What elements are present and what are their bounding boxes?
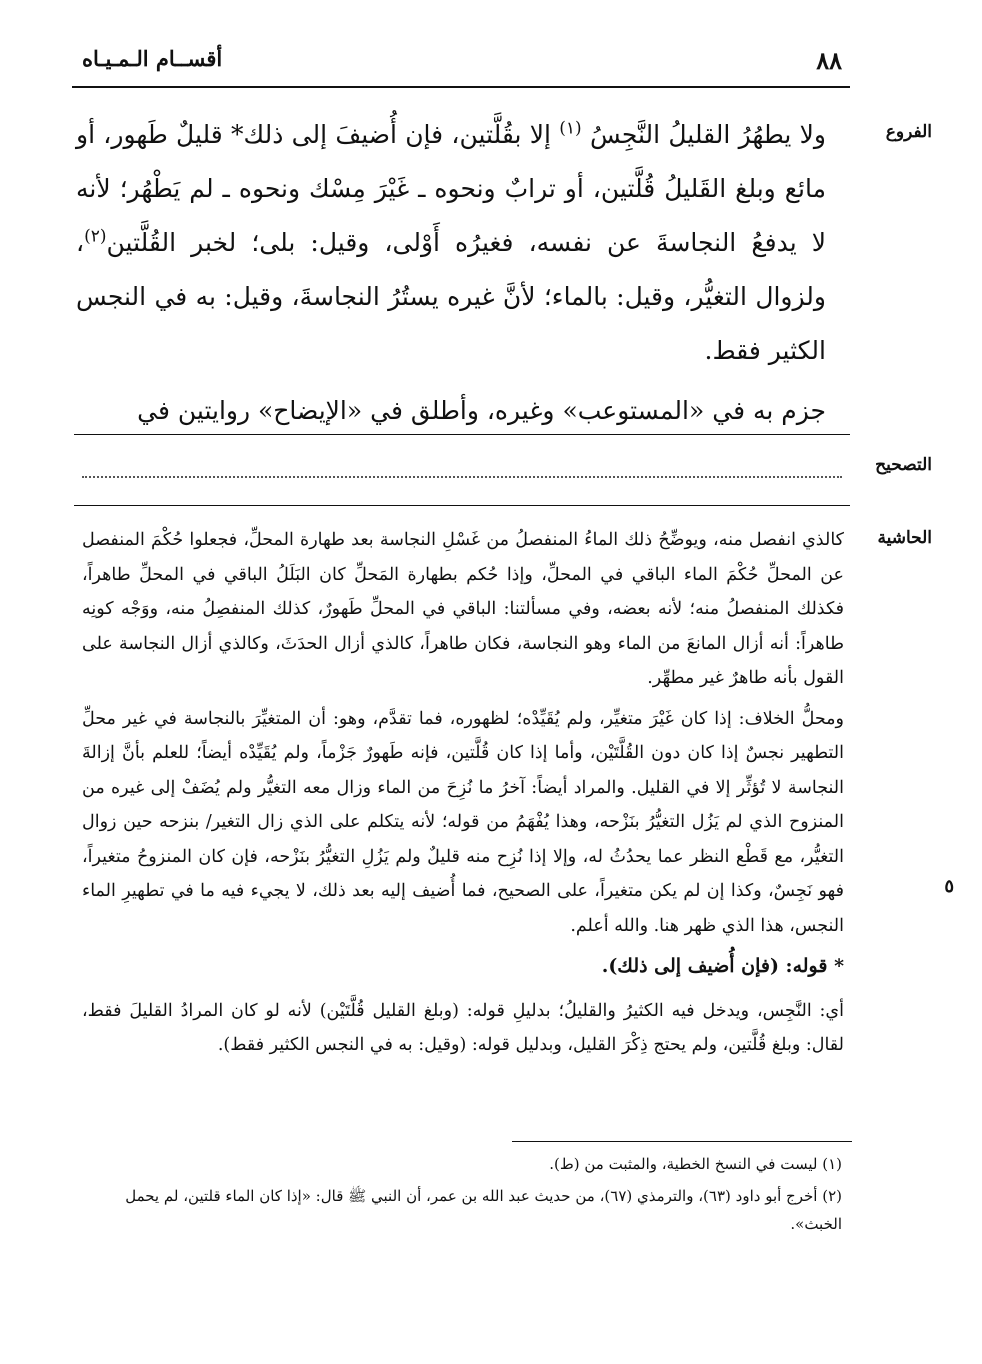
footnote-ref-2: (٢) xyxy=(84,226,107,247)
hashiya-paragraph-1: كالذي انفصل منه، ويوضِّحُ ذلك الماءُ المنفصلُ من غَسْلِ النجاسة بعد طهارة المحلِّ، فجعلوا حُكْمَ المنفصل عن المحلِّ حُكْمَ الماء الباقي في المحلِّ، وإذا حُكم بطهارة المَحلِّ كان البَلَلُ الباقي في المحلِّ طاهراً، فكذلك المنفصلُ منه؛ لأنه بعضه، وفي مسألتنا: الباقي في المحلِّ طَهورٌ، كذلك المنفصِلُ منه، ووَجْه كونِه طاهراً: أنه أزال المانعَ من الماء وهو النجاسة، فكان طاهراً، كالذي أزال الحدَثَ، وكالذي أزال النجاسة على القول بأنه طاهرٌ غير مطهِّر. xyxy=(82,530,844,688)
hashiya-text xyxy=(82,523,844,1069)
footnote-ref-1: (١) xyxy=(559,118,582,139)
main-text-b: إلا بقُلَّتين، فإن أُضيفَ إلى ذلك* قليلٌ طَهور، أو مائع وبلغ القَليلُ قُلَّتين، أو ترابٌ ونحوه ـ غَيْرَ مِسْك ونحوه ـ لم يَطْهُر؛ لأنه لا يدفعُ النجاسةَ عن نفسه، فغيرُه أَوْلى، وقيل: بلى؛ لخبر القُلَّتين xyxy=(76,120,826,257)
main-paragraph-2: جزم به في «المستوعب» وغيره، وأطلق في «الإيضاح» روايتين في xyxy=(137,396,826,425)
header-rule xyxy=(72,86,850,88)
margin-mark: ٥ xyxy=(944,876,954,897)
section-rule-2 xyxy=(74,505,850,506)
tashih-dotted-line xyxy=(82,464,842,478)
footnote-rule xyxy=(512,1141,852,1142)
running-title: أقســام الـمـيـاه xyxy=(82,46,223,71)
main-text-a: ولا يطهُرُ القليلُ النَّجِسُ xyxy=(581,120,826,149)
main-text-c: ، ولزوال التغيُّر، وقيل: بالماء؛ لأنَّ غيره يستُرُ النجاسةَ، وقيل: به في النجس الكثير فقط. xyxy=(76,228,826,365)
main-paragraph-1 xyxy=(76,108,826,378)
main-text xyxy=(76,108,826,438)
hashiya-qawl: * قوله: (فإن أُضيف إلى ذلك). xyxy=(601,955,844,977)
hashiya-paragraph-2: ومحلُّ الخلاف: إذا كان غَيْرَ متغيِّر، ولم يُقَيِّدْه؛ لظهوره، فما تقدَّم، وهو: أن المتغيِّرَ بالنجاسة في غير محلِّ التطهير نجسٌ إذا كان دون القُلَّتَيْن، وأما إذا كان قُلَّتين، فإنه طَهورٌ جَزْماً، ولم يُقَيِّدْه أيضاً؛ للعلم بأنَّ إزالةَ النجاسة لا تُؤثِّر إلا في القليل. والمراد أيضاً: آخرُ ما نُزِحَ من الماء وزال معه التغيُّر ولم يُضَفْ إلى غيره من المنزوح الذي لم يَزُل التغيُّرُ بنَزْحه، وهذا يُفْهَمُ من قوله؛ لأنه يتكلم على الذي زال التغير/ بنزحه حين زوال التغيُّر، مع قَطْع النظر عما يحدُثُ له، وإلا إذا نُزِح منه قليلٌ ولم يَزُلِ التغيُّرُ بنَزْحه، فإن كان المنزوحُ متغيراً، فهو نَجِسٌ، وكذا إن لم يكن متغيراً، على الصحيح، فما أُضيف إليه بعد ذلك، لا يجيء فيه ما في تطهيرِ الماء النجس، هذا الذي ظهر هنا. والله أعلم. xyxy=(82,708,844,936)
section-rule-1 xyxy=(74,434,850,435)
label-furu: الفروع xyxy=(885,122,932,142)
page-number: ٨٨ xyxy=(816,46,842,75)
label-tashih: التصحيح xyxy=(875,455,932,475)
page-header xyxy=(82,46,842,86)
footnotes xyxy=(112,1150,842,1242)
hashiya-paragraph-3: أي: النَّجِس، ويدخل فيه الكثيرُ والقليلُ؛ بدليلِ قوله: (وبلغ القليل قُلَّتَيْن) لأنه لو كان المرادُ القليلَ فقط، لقال: وبلغ قُلَّتين، ولم يحتج ذِكْرَ القليل، وبدليل قوله: (وقيل: به في النجس الكثير فقط). xyxy=(82,1000,844,1055)
footnote-1: (١) ليست في النسخ الخطية، والمثبت من (ط). xyxy=(549,1155,842,1173)
label-hashiya: الحاشية xyxy=(877,528,932,548)
footnote-2: (٢) أخرج أبو داود (٦٣)، والترمذي (٦٧)، من حديث عبد الله بن عمر، أن النبي ﷺ قال: «إذا كان الماء قلتين، لم يحمل الخبث». xyxy=(125,1187,842,1233)
